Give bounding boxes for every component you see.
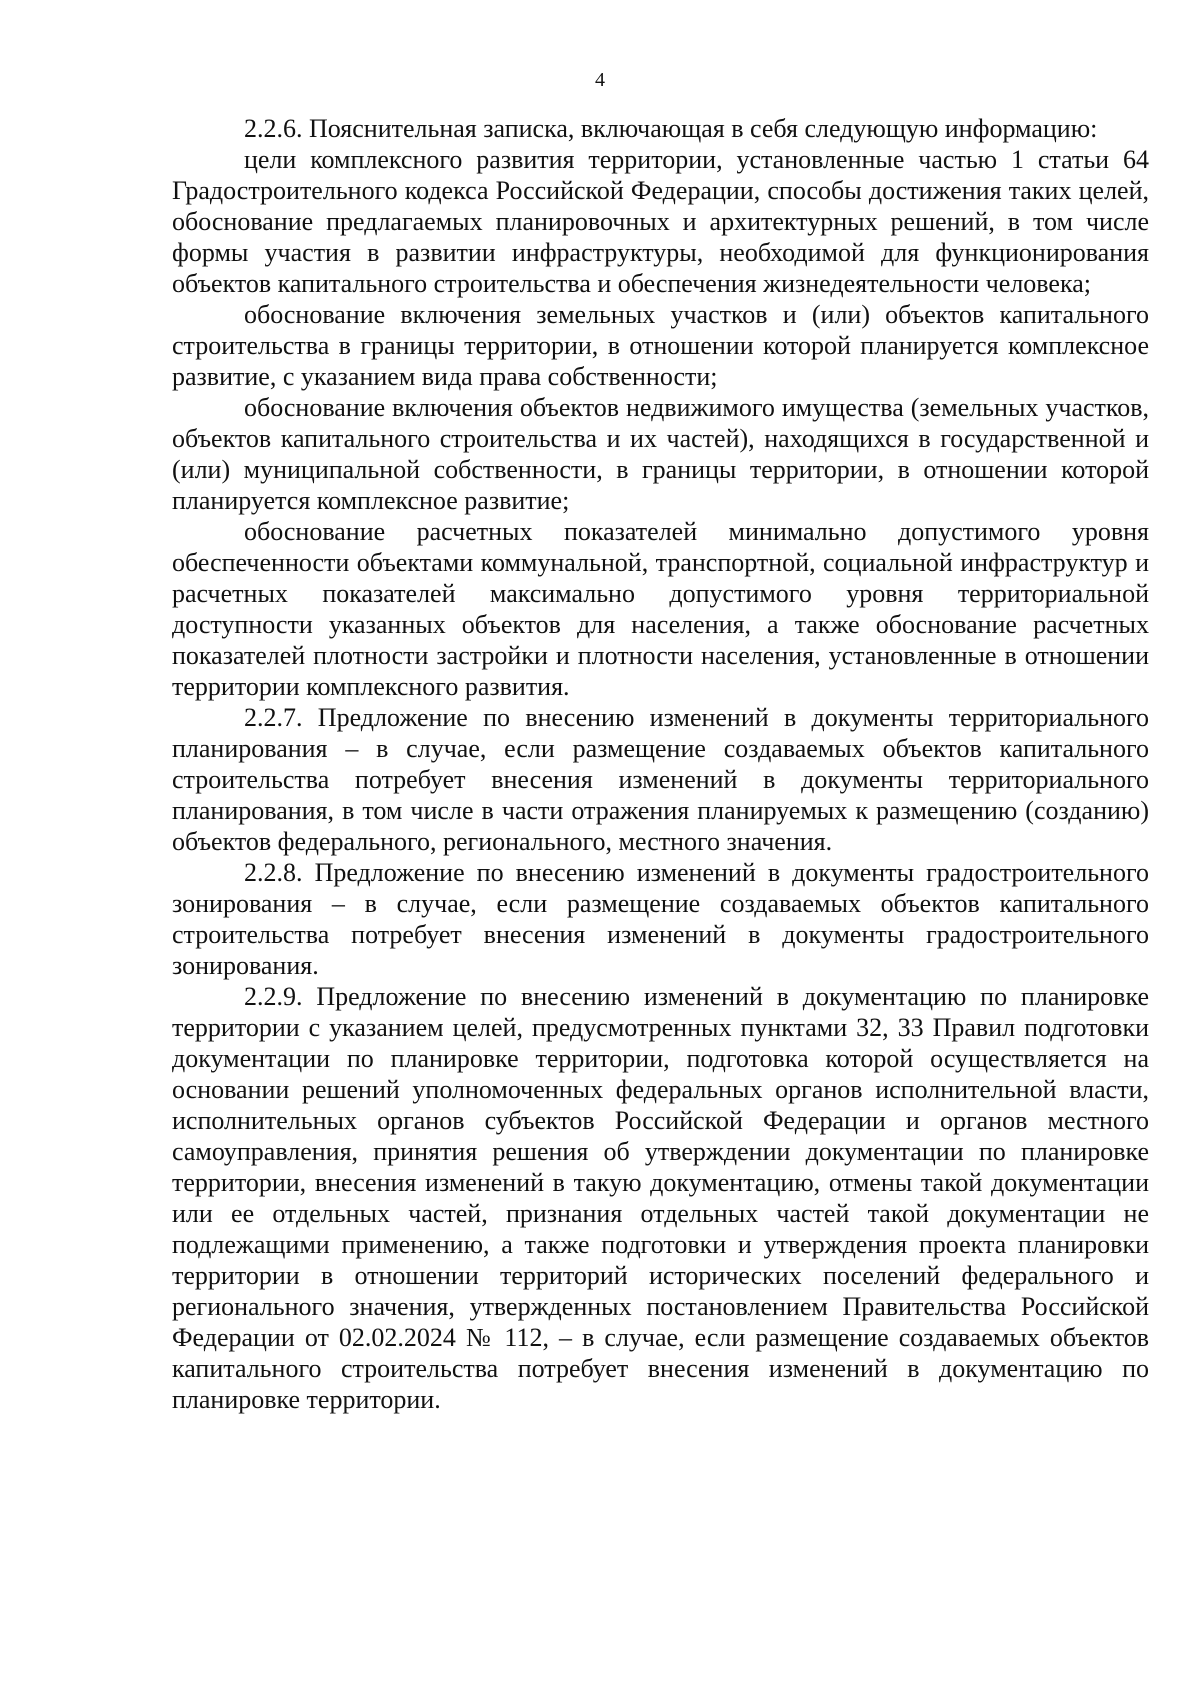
paragraph-calculated-indicators: обоснование расчетных показателей минимально допустимого уровня обеспеченности объектами коммунальной, транспортной, социальной инфраструктур и расчетных показателей максимально допустимого уровня территориальной доступности указанных объектов для населения, а также обоснование расчетных показателей плотности застройки и плотности населения, установленные в отношении территории комплексного развития. xyxy=(172,517,1149,701)
paragraph-2-2-8: 2.2.8. Предложение по внесению изменений в документы градостроительного зонирования – в случае, если размещение создаваемых объектов капитального строительства потребует внесения изменений в документы градостроительного зонирования. xyxy=(172,858,1149,980)
paragraph-2-2-9: 2.2.9. Предложение по внесению изменений в документацию по планировке территории с указанием целей, предусмотренных пунктами 32, 33 Правил подготовки документации по планировке территории, подготовка которой осуществляется на основании решений уполномоченных федеральных органов исполнительной власти, исполнительных органов субъектов Российской Федерации и органов местного самоуправления, принятия решения об утверждении документации по планировке территории, внесения изменений в такую документацию, отмены такой документации или ее отдельных частей, признания отдельных частей такой документации не подлежащими применению, а также подготовки и утверждения проекта планировки территории в отношении территорий исторических поселений федерального и регионального значения, утвержденных постановлением Правительства Российской Федерации от 02.02.2024 № 112, – в случае, если размещение создаваемых объектов капитального строительства потребует внесения изменений в документацию по планировке территории. xyxy=(172,982,1149,1414)
paragraph-land-plots-justification: обоснование включения земельных участков и (или) объектов капитального строительства в границы территории, в отношении которой планируется комплексное развитие, с указанием вида права собственности; xyxy=(172,300,1149,391)
paragraph-2-2-7: 2.2.7. Предложение по внесению изменений в документы территориального планирования – в случае, если размещение создаваемых объектов капитального строительства потребует внесения изменений в документы территориального планирования, в том числе в части отражения планируемых к размещению (созданию) объектов федерального, регионального, местного значения. xyxy=(172,703,1149,856)
paragraph-2-2-6: 2.2.6. Пояснительная записка, включающая в себя следующую информацию: xyxy=(244,114,1098,143)
paragraph-real-estate-justification: обоснование включения объектов недвижимого имущества (земельных участков, объектов капитального строительства и их частей), находящихся в государственной и (или) муниципальной собственности, в границы территории, в отношении которой планируется комплексное развитие; xyxy=(172,393,1149,515)
document-body xyxy=(172,113,1149,1415)
page-number: 4 xyxy=(595,69,605,91)
paragraph-goals: цели комплексного развития территории, установленные частью 1 статьи 64 Градостроительного кодекса Российской Федерации, способы достижения таких целей, обоснование предлагаемых планировочных и архитектурных решений, в том числе формы участия в развитии инфраструктуры, необходимой для функционирования объектов капитального строительства и обеспечения жизнедеятельности человека; xyxy=(172,145,1149,298)
